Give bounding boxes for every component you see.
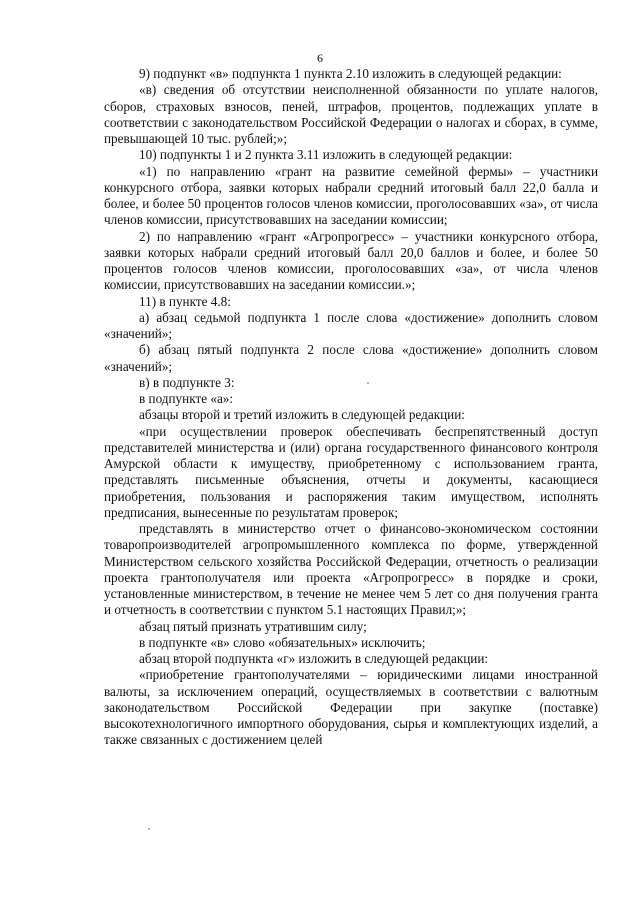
paragraph-quoted-item-v: «в) сведения об отсутствии неисполненной обязанности по уплате налогов, сборов, страховых взносов, пеней, штрафов, процентов, подлежащих уплате в соответствии с законодательством Российской Федерации о налогах и сборах, в сумме, превышающей 10 тыс. рублей;»;	[104, 82, 598, 146]
paragraph-subitem-v: в) в подпункте 3:	[139, 374, 235, 390]
paragraph-subpoint-g: абзац второй подпункта «г» изложить в следующей редакции:	[139, 651, 489, 666]
paragraph-subitem-2: 2) по направлению «грант «Агропрогресс» – участники конкурсного отбора, заявки которых набрали средний итоговый балл 20,0 баллов и более, и более 50 процентов голосов членов комиссии, проголосовавших «за», от числа членов комиссии, присутствовавших на заседании комиссии.»;	[104, 228, 598, 293]
paragraph-item-9: 9) подпункт «в» подпункта 1 пункта 2.10 изложить в следующей редакции:	[139, 66, 562, 81]
paragraph-fifth-invalid: абзац пятый признать утратившим силу;	[139, 618, 367, 634]
paragraph-subitem-b: б) абзац пятый подпункта 2 после слова «достижение» дополнить словом «значений»;	[104, 342, 598, 374]
paragraph-item-11: 11) в пункте 4.8:	[139, 293, 231, 309]
paragraph-subpoint-a: в подпункте «а»:	[139, 391, 234, 406]
paragraph-item-10: 10) подпункты 1 и 2 пункта 3.11 изложить в следующей редакции:	[139, 147, 513, 163]
page-number: 6	[317, 51, 323, 65]
paragraph-currency-purchase: «приобретение грантополучателями – юридическими лицами иностранной валюты, за исключением операций, осуществляемых в соответствии с валютным законодательством Российской Федерации при закупке (поставке) высокотехнологичного импортного оборудования, сырья и комплектующих изделий, а также связанных с достижением целей	[104, 667, 598, 748]
scan-speck	[148, 828, 150, 830]
document-body	[104, 66, 598, 749]
paragraph-paragraphs-2-3: абзацы второй и третий изложить в следующей редакции:	[139, 407, 465, 423]
paragraph-inspection-access: «при осуществлении проверок обеспечивать беспрепятственный доступ представителей министерства и (или) органа государственного финансового контроля Амурской области к имуществу, приобретенному с использованием гранта, представлять письменные объяснения, отчеты и документы, касающиеся приобретения, пользования и распоряжения таким имуществом, исполнять предписания, вынесенные по результатам проверок;	[104, 423, 598, 520]
paragraph-reporting: представлять в министерство отчет о финансово-экономическом состоянии товаропроизводителей агропромышленного комплекса по форме, утвержденной Министерством сельского хозяйства Российской Федерации, отчетность о реализации проекта грантополучателя или проекта «Агропрогресс» в порядке и сроки, установленные министерством, в течение не менее чем 5 лет со дня получения гранта и отчетность в соответствии с пунктом 5.1 настоящих Правил;»;	[104, 521, 598, 618]
paragraph-subitem-a: а) абзац седьмой подпункта 1 после слова «достижение» дополнить словом «значений»;	[104, 309, 598, 341]
paragraph-word-excluded: в подпункте «в» слово «обязательных» исключить;	[139, 634, 426, 650]
paragraph-subitem-1: «1) по направлению «грант на развитие семейной фермы» – участники конкурсного отбора, заявки которых набрали средний итоговый балл 22,0 балла и более, и более 50 процентов голосов членов комиссии, проголосовавших «за», от числа членов комиссии, присутствовавших на заседании комиссии;	[104, 163, 598, 228]
scan-speck	[367, 382, 369, 384]
